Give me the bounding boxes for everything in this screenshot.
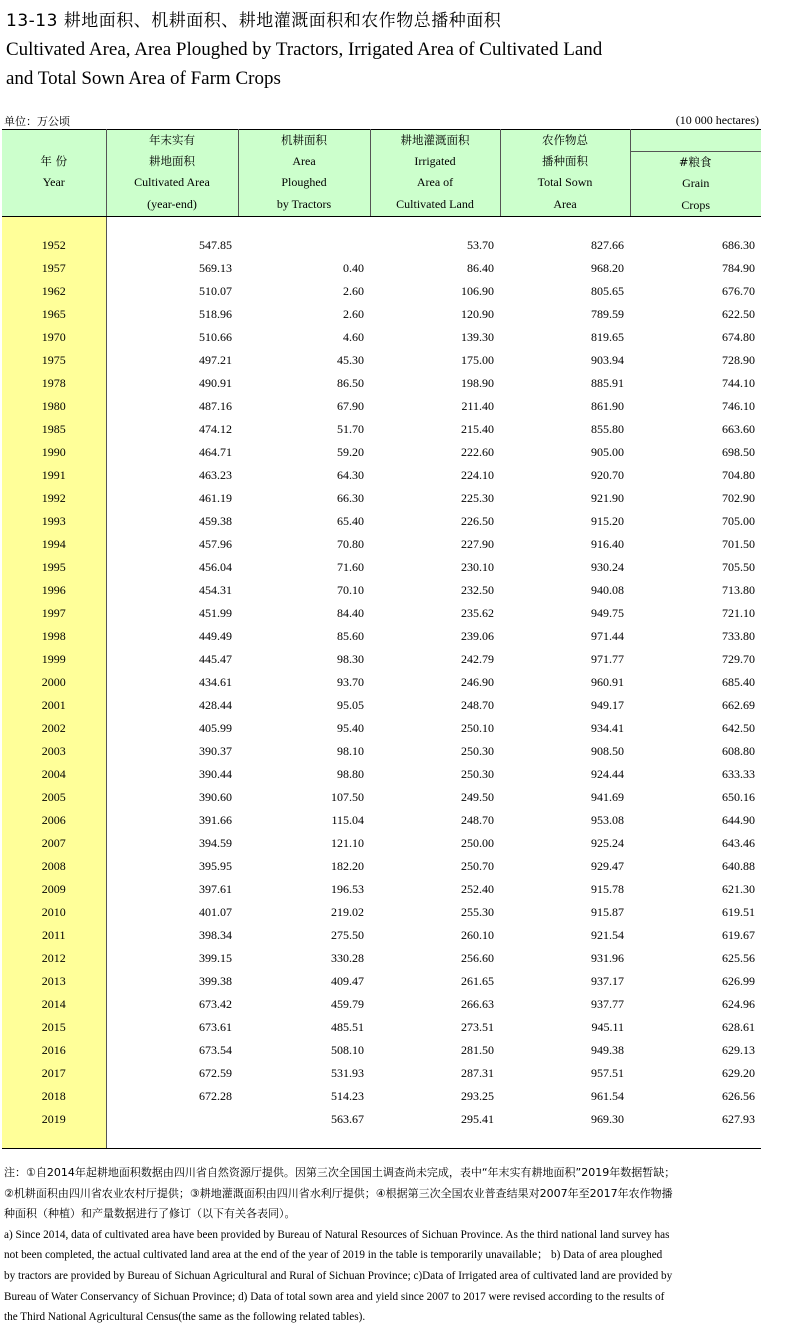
cultivated-cell: 390.37 <box>199 743 232 758</box>
year-cell: 2019 <box>41 1111 66 1126</box>
ploughed-cell: 330.28 <box>331 950 364 965</box>
sown-cell: 827.66 <box>591 237 624 252</box>
sown-cell: 903.94 <box>591 352 624 367</box>
sown-cell: 949.38 <box>591 1042 624 1057</box>
sown-cell: 905.00 <box>591 444 624 459</box>
irrigated-cell: 250.00 <box>461 835 494 850</box>
grain-cell: 744.10 <box>722 375 755 390</box>
cultivated-cell: 464.71 <box>199 444 232 459</box>
cultivated-cell: 673.61 <box>199 1019 232 1034</box>
page-title-en-line2: and Total Sown Area of Farm Crops <box>6 68 281 89</box>
sown-cell: 915.78 <box>591 881 624 896</box>
cultivated-cell: 672.59 <box>199 1065 232 1080</box>
year-cell: 1957 <box>41 260 66 275</box>
year-cell: 1992 <box>41 490 66 505</box>
irrigated-cell: 239.06 <box>461 628 494 643</box>
year-cell: 1990 <box>41 444 66 459</box>
year-cell: 2013 <box>41 973 66 988</box>
ploughed-cell: 4.60 <box>343 329 364 344</box>
sown-cell: 916.40 <box>591 536 624 551</box>
grain-cell: 721.10 <box>722 605 755 620</box>
grain-cell: 619.51 <box>722 904 755 919</box>
irrigated-cell: 175.00 <box>461 352 494 367</box>
grain-cell: 674.80 <box>722 329 755 344</box>
grain-cell: 784.90 <box>722 260 755 275</box>
ploughed-cell: 121.10 <box>331 835 364 850</box>
year-cell: 2017 <box>41 1065 66 1080</box>
ploughed-cell: 45.30 <box>337 352 364 367</box>
irrigated-cell: 224.10 <box>461 467 494 482</box>
grain-cell: 625.56 <box>722 950 755 965</box>
year-cell: 2005 <box>41 789 66 804</box>
cultivated-cell: 454.31 <box>199 582 232 597</box>
irrigated-cell: 260.10 <box>461 927 494 942</box>
note-cn-line2: ②机耕面积由四川省农业农村厅提供；③耕地灌溉面积由四川省水利厅提供；④根据第三次全国农业普查结果对2007年至2017年农作物播 <box>4 1186 673 1200</box>
irrigated-cell: 226.50 <box>461 513 494 528</box>
sown-cell: 930.24 <box>591 559 624 574</box>
grain-cell: 698.50 <box>722 444 755 459</box>
irrigated-cell: 273.51 <box>461 1019 494 1034</box>
sown-cell: 929.47 <box>591 858 624 873</box>
sown-cell: 941.69 <box>591 789 624 804</box>
sown-cell: 971.44 <box>591 628 624 643</box>
year-cell: 1995 <box>41 559 66 574</box>
cultivated-cell: 405.99 <box>199 720 232 735</box>
sown-cell: 861.90 <box>591 398 624 413</box>
grain-cell: 729.70 <box>722 651 755 666</box>
cultivated-cell: 474.12 <box>199 421 232 436</box>
year-cell: 2015 <box>41 1019 66 1034</box>
cultivated-cell: 457.96 <box>199 536 232 551</box>
grain-cell: 705.50 <box>722 559 755 574</box>
irrigated-cell: 86.40 <box>467 260 494 275</box>
year-cell: 1980 <box>41 398 66 413</box>
irrigated-cell: 250.30 <box>461 743 494 758</box>
irrigated-cell: 248.70 <box>461 697 494 712</box>
cultivated-cell: 490.91 <box>199 375 232 390</box>
grain-cell: 642.50 <box>722 720 755 735</box>
grain-cell: 633.33 <box>722 766 755 781</box>
note-en-line2: not been completed, the actual cultivated land area at the end of the year of 2019 in the table is temporarily unavailable； b) Data of area ploughed <box>4 1249 663 1262</box>
cultivated-cell: 547.85 <box>199 237 232 252</box>
sown-cell: 921.90 <box>591 490 624 505</box>
grain-cell: 608.80 <box>722 743 755 758</box>
irrigated-cell: 252.40 <box>461 881 494 896</box>
ploughed-cell: 0.40 <box>343 260 364 275</box>
sown-cell: 925.24 <box>591 835 624 850</box>
ploughed-cell: 514.23 <box>331 1088 364 1103</box>
cultivated-cell: 461.19 <box>199 490 232 505</box>
irrigated-cell: 235.62 <box>461 605 494 620</box>
grain-cell: 628.61 <box>722 1019 755 1034</box>
page-title-en-line1: Cultivated Area, Area Ploughed by Tractors, Irrigated Area of Cultivated Land <box>6 39 603 60</box>
irrigated-cell: 232.50 <box>461 582 494 597</box>
ploughed-cell: 67.90 <box>337 398 364 413</box>
sown-cell: 969.30 <box>591 1111 624 1126</box>
header-irrigated: 耕地灌溉面积 Irrigated Area of Cultivated Land <box>370 130 500 217</box>
header-grain: #粮食 Grain Crops <box>630 130 761 217</box>
cultivated-cell: 428.44 <box>199 697 232 712</box>
cultivated-cell: 390.44 <box>199 766 232 781</box>
ploughed-cell: 95.05 <box>337 697 364 712</box>
irrigated-cell: 281.50 <box>461 1042 494 1057</box>
ploughed-cell: 2.60 <box>343 283 364 298</box>
sown-cell: 931.96 <box>591 950 624 965</box>
note-en-line4: Bureau of Water Conservancy of Sichuan Province; d) Data of total sown area and yield since 2007 to 2017 were revised according to the results of <box>4 1290 665 1303</box>
year-cell: 1975 <box>41 352 66 367</box>
year-cell: 2011 <box>41 927 66 942</box>
irrigated-cell: 250.10 <box>461 720 494 735</box>
grain-cell: 701.50 <box>722 536 755 551</box>
grain-cell: 676.70 <box>722 283 755 298</box>
grain-cell: 746.10 <box>722 398 755 413</box>
year-cell: 1965 <box>41 306 66 321</box>
year-cell: 1985 <box>41 421 66 436</box>
cultivated-cell: 401.07 <box>199 904 232 919</box>
irrigated-column <box>370 216 500 1148</box>
irrigated-cell: 255.30 <box>461 904 494 919</box>
irrigated-cell: 250.30 <box>461 766 494 781</box>
ploughed-cell: 508.10 <box>331 1042 364 1057</box>
footnotes <box>4 1163 804 1328</box>
year-cell: 2003 <box>41 743 66 758</box>
sown-cell: 937.17 <box>591 973 624 988</box>
sown-cell: 968.20 <box>591 260 624 275</box>
ploughed-cell: 563.67 <box>331 1111 364 1126</box>
cultivated-cell: 673.42 <box>199 996 232 1011</box>
cultivated-cell: 456.04 <box>199 559 232 574</box>
year-cell: 2007 <box>41 835 66 850</box>
irrigated-cell: 53.70 <box>467 237 494 252</box>
sown-cell: 924.44 <box>591 766 624 781</box>
ploughed-cell: 71.60 <box>337 559 364 574</box>
sown-cell: 819.65 <box>591 329 624 344</box>
irrigated-cell: 139.30 <box>461 329 494 344</box>
ploughed-cell: 196.53 <box>331 881 364 896</box>
cultivated-cell: 510.07 <box>199 283 232 298</box>
header-ploughed: 机耕面积 Area Ploughed by Tractors <box>238 130 370 217</box>
irrigated-cell: 266.63 <box>461 996 494 1011</box>
irrigated-cell: 120.90 <box>461 306 494 321</box>
ploughed-cell: 70.10 <box>337 582 364 597</box>
ploughed-cell: 219.02 <box>331 904 364 919</box>
cultivated-cell: 395.95 <box>199 858 232 873</box>
cultivated-cell: 463.23 <box>199 467 232 482</box>
irrigated-cell: 256.60 <box>461 950 494 965</box>
irrigated-cell: 227.90 <box>461 536 494 551</box>
sown-cell: 789.59 <box>591 306 624 321</box>
grain-cell: 705.00 <box>722 513 755 528</box>
sown-cell: 940.08 <box>591 582 624 597</box>
sown-cell: 945.11 <box>591 1019 624 1034</box>
sown-cell: 949.17 <box>591 697 624 712</box>
year-cell: 1952 <box>41 237 66 252</box>
ploughed-cell: 84.40 <box>337 605 364 620</box>
ploughed-cell: 98.30 <box>337 651 364 666</box>
cultivated-cell: 399.38 <box>199 973 232 988</box>
year-cell: 2004 <box>41 766 66 781</box>
irrigated-cell: 215.40 <box>461 421 494 436</box>
year-cell: 1962 <box>41 283 66 298</box>
year-cell: 2009 <box>41 881 66 896</box>
year-cell: 1999 <box>41 651 66 666</box>
cultivated-cell: 673.54 <box>199 1042 232 1057</box>
year-cell: 1996 <box>41 582 66 597</box>
cultivated-cell: 434.61 <box>199 674 232 689</box>
grain-cell: 622.50 <box>722 306 755 321</box>
irrigated-cell: 230.10 <box>461 559 494 574</box>
ploughed-cell: 95.40 <box>337 720 364 735</box>
sown-cell: 934.41 <box>591 720 624 735</box>
grain-cell: 663.60 <box>722 421 755 436</box>
year-cell: 1993 <box>41 513 66 528</box>
year-cell: 2014 <box>41 996 66 1011</box>
note-cn-line1: 注：①自2014年起耕地面积数据由四川省自然资源厅提供。因第三次全国国土调查尚未完成，表中“年末实有耕地面积”2019年数据暂缺； <box>4 1166 676 1179</box>
cultivated-cell: 451.99 <box>199 605 232 620</box>
cultivated-cell: 390.60 <box>199 789 232 804</box>
unit-label-cn: 单位：万公顷 <box>4 115 70 128</box>
cultivated-cell: 487.16 <box>199 398 232 413</box>
grain-cell: 662.69 <box>722 697 755 712</box>
year-cell: 2012 <box>41 950 66 965</box>
cultivated-cell: 569.13 <box>199 260 232 275</box>
grain-cell: 733.80 <box>722 628 755 643</box>
grain-cell: 626.99 <box>722 973 755 988</box>
ploughed-cell: 531.93 <box>331 1065 364 1080</box>
grain-cell: 686.30 <box>722 237 755 252</box>
year-cell: 1998 <box>41 628 66 643</box>
cultivated-cell: 397.61 <box>199 881 232 896</box>
irrigated-cell: 106.90 <box>461 283 494 298</box>
year-cell: 1994 <box>41 536 66 551</box>
header-cultivated: 年末实有 耕地面积 Cultivated Area (year-end) <box>106 130 238 217</box>
ploughed-cell: 65.40 <box>337 513 364 528</box>
year-cell: 2006 <box>41 812 66 827</box>
sown-cell: 921.54 <box>591 927 624 942</box>
cultivated-cell: 497.21 <box>199 352 232 367</box>
ploughed-cell: 59.20 <box>337 444 364 459</box>
sown-cell: 960.91 <box>591 674 624 689</box>
irrigated-cell: 211.40 <box>461 398 494 413</box>
ploughed-cell: 98.80 <box>337 766 364 781</box>
cultivated-cell: 459.38 <box>199 513 232 528</box>
grain-cell: 624.96 <box>722 996 755 1011</box>
sown-cell: 937.77 <box>591 996 624 1011</box>
sown-cell: 920.70 <box>591 467 624 482</box>
ploughed-cell: 115.04 <box>331 812 364 827</box>
year-cell: 2016 <box>41 1042 66 1057</box>
year-cell: 2002 <box>41 720 66 735</box>
sown-cell: 957.51 <box>591 1065 624 1080</box>
irrigated-cell: 295.41 <box>461 1111 494 1126</box>
ploughed-cell: 93.70 <box>337 674 364 689</box>
sown-column <box>500 216 630 1148</box>
year-cell: 2000 <box>41 674 66 689</box>
ploughed-cell: 409.47 <box>331 973 364 988</box>
irrigated-cell: 246.90 <box>461 674 494 689</box>
note-en-line3: by tractors are provided by Bureau of Sichuan Agricultural and Rural of Sichuan Province; c)Data of Irrigated area of cultivated land are provided by <box>4 1269 673 1282</box>
grain-cell: 713.80 <box>722 582 755 597</box>
grain-cell: 704.80 <box>722 467 755 482</box>
grain-cell: 702.90 <box>722 490 755 505</box>
grain-cell: 643.46 <box>722 835 755 850</box>
ploughed-cell: 275.50 <box>331 927 364 942</box>
cultivated-cell: 672.28 <box>199 1088 232 1103</box>
ploughed-cell: 70.80 <box>337 536 364 551</box>
cultivated-cell <box>107 1108 239 1131</box>
sown-cell: 908.50 <box>591 743 624 758</box>
ploughed-cell: 86.50 <box>337 375 364 390</box>
ploughed-cell: 459.79 <box>331 996 364 1011</box>
year-cell: 1991 <box>41 467 66 482</box>
year-cell: 1978 <box>41 375 66 390</box>
grain-cell: 685.40 <box>722 674 755 689</box>
header-sown: 农作物总 播种面积 Total Sown Area <box>500 130 630 217</box>
ploughed-cell <box>238 234 370 257</box>
ploughed-cell: 85.60 <box>337 628 364 643</box>
ploughed-cell: 98.10 <box>337 743 364 758</box>
ploughed-cell: 51.70 <box>337 421 364 436</box>
page-title-cn: 13-13 耕地面积、机耕面积、耕地灌溉面积和农作物总播种面积 <box>6 11 502 31</box>
year-cell: 2001 <box>41 697 66 712</box>
sown-cell: 953.08 <box>591 812 624 827</box>
sown-cell: 971.77 <box>591 651 624 666</box>
cultivated-cell: 398.34 <box>199 927 232 942</box>
sown-cell: 915.87 <box>591 904 624 919</box>
irrigated-cell: 250.70 <box>461 858 494 873</box>
grain-column <box>630 216 761 1148</box>
ploughed-cell: 2.60 <box>343 306 364 321</box>
cultivated-column <box>106 216 238 1148</box>
note-en-line1: a) Since 2014, data of cultivated area have been provided by Bureau of Natural Resources of Sichuan Province. As the third national land survey has <box>4 1228 670 1241</box>
year-cell: 2018 <box>41 1088 66 1103</box>
sown-cell: 961.54 <box>591 1088 624 1103</box>
grain-cell: 621.30 <box>722 881 755 896</box>
sown-cell: 915.20 <box>591 513 624 528</box>
cultivated-cell: 518.96 <box>199 306 232 321</box>
grain-cell: 626.56 <box>722 1088 755 1103</box>
grain-cell: 629.20 <box>722 1065 755 1080</box>
sown-cell: 805.65 <box>591 283 624 298</box>
cultivated-cell: 449.49 <box>199 628 232 643</box>
irrigated-cell: 222.60 <box>461 444 494 459</box>
grain-cell: 644.90 <box>722 812 755 827</box>
cultivated-cell: 391.66 <box>199 812 232 827</box>
sown-cell: 885.91 <box>591 375 624 390</box>
irrigated-cell: 287.31 <box>461 1065 494 1080</box>
irrigated-cell: 261.65 <box>461 973 494 988</box>
unit-label-en: (10 000 hectares) <box>675 113 759 127</box>
irrigated-cell: 249.50 <box>461 789 494 804</box>
grain-cell: 619.67 <box>722 927 755 942</box>
year-cell: 2010 <box>41 904 66 919</box>
year-column <box>2 216 106 1148</box>
irrigated-cell: 198.90 <box>461 375 494 390</box>
year-cell: 1970 <box>41 329 66 344</box>
irrigated-cell: 293.25 <box>461 1088 494 1103</box>
ploughed-cell: 66.30 <box>337 490 364 505</box>
grain-cell: 650.16 <box>722 789 755 804</box>
grain-cell: 640.88 <box>722 858 755 873</box>
year-cell: 1997 <box>41 605 66 620</box>
ploughed-cell: 107.50 <box>331 789 364 804</box>
cultivated-cell: 394.59 <box>199 835 232 850</box>
year-cell: 2008 <box>41 858 66 873</box>
irrigated-cell: 248.70 <box>461 812 494 827</box>
cultivated-cell: 510.66 <box>199 329 232 344</box>
ploughed-column <box>238 216 370 1148</box>
grain-cell: 629.13 <box>722 1042 755 1057</box>
table-header-row <box>2 130 761 217</box>
grain-cell: 728.90 <box>722 352 755 367</box>
ploughed-cell: 182.20 <box>331 858 364 873</box>
sown-cell: 949.75 <box>591 605 624 620</box>
note-en-line5: the Third National Agricultural Census(the same as the following related tables). <box>4 1311 366 1324</box>
irrigated-cell: 242.79 <box>461 651 494 666</box>
ploughed-cell: 485.51 <box>331 1019 364 1034</box>
data-table <box>2 129 761 1149</box>
table-body <box>2 216 761 1148</box>
cultivated-cell: 399.15 <box>199 950 232 965</box>
cultivated-cell: 445.47 <box>199 651 232 666</box>
irrigated-cell: 225.30 <box>461 490 494 505</box>
note-cn-line3: 种面积（种植）和产量数据进行了修订（以下有关各表同）。 <box>4 1207 296 1221</box>
header-year: 年 份 Year <box>2 130 106 217</box>
sown-cell: 855.80 <box>591 421 624 436</box>
ploughed-cell: 64.30 <box>337 467 364 482</box>
grain-cell: 627.93 <box>722 1111 755 1126</box>
